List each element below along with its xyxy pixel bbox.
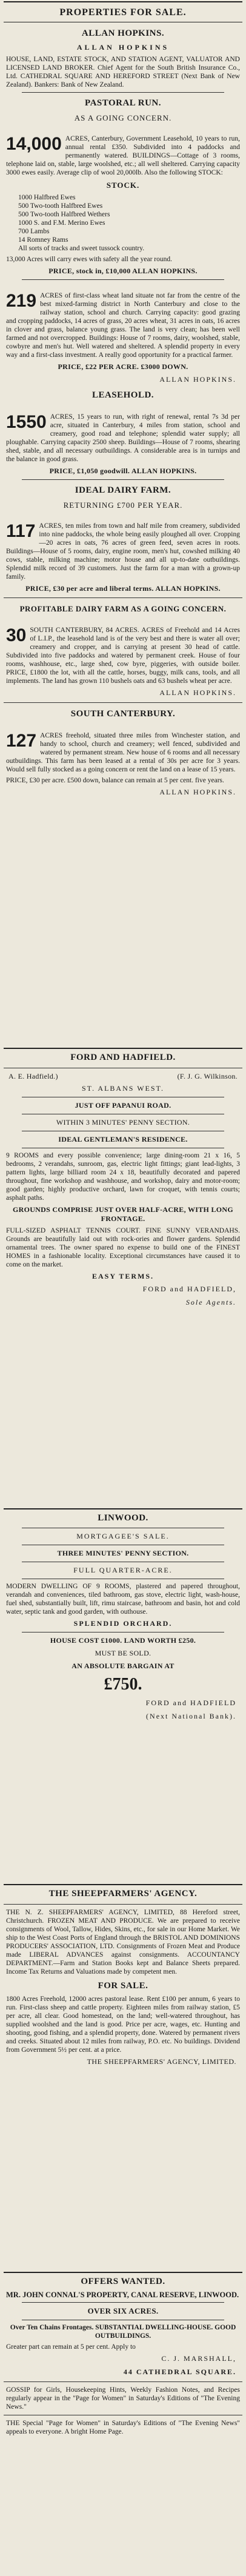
section-heading: ALLAN HOPKINS. (81, 28, 165, 38)
absolute-bargain: AN ABSOLUTE BARGAIN AT (71, 1662, 175, 1670)
grounds-heading: GROUNDS COMPRISE JUST OVER HALF-ACRE, WITH LONG FRONTAGE. (12, 1205, 234, 1223)
pastoral-subheading: AS A GOING CONCERN. (74, 113, 172, 122)
pastoral-text: ACRES, Canterbury, Government Leasehold, 10 years to run, annual rental £350. Subdivided into 4 paddocks and permanently watered. BUILDINGS—Cottage of 3 rooms, telephone laid on, stable, large woolshed, etc.; all well sheltered. Carrying capacity 3000 ewes easily. Average clip of wool 20,000lb. Also the following STOCK: (6, 135, 240, 176)
section-heading: THE SHEEPFARMERS' AGENCY. (48, 1889, 198, 1899)
marshall-signature: C. J. MARSHALL, (161, 2354, 236, 2363)
pastoral-listing (4, 125, 242, 178)
gossip-text: GOSSIP for Girls, Housekeeping Hints, Weekly Fashion Notes, and Recipes regularly appear in the "Page for Women" in Saturday's Editions of "The Evening News." (6, 2386, 240, 2411)
sale-text: 1800 Acres Freehold, 12000 acres pastoral lease. Rent £100 per annum, 6 years to run. First-class sheep and cattle property. Eighteen miles from railway station, £5 per acre, all clear. Good homestead, on the land; well-watered throughout, has supplied woolshed and the land is good. Price per acre, wages, etc. Hunting and shooting, good fishing, and a splendid property, done. Watered by permanent rivers and creeks. Situated about 12 miles from railway, P.O. etc. No buildings. Dividend from Government 5½ per cent. at a price. (6, 1995, 240, 2054)
agent-intro: HOUSE, LAND, ESTATE STOCK, AND STATION AGENT, VALUATOR AND LICENSED LAND BROKER. Chief Agent for the South British Insurance Co., Ltd. CATHEDRAL SQUARE AND HEREFORD STREET (Next Bank of New Zealand). Bankers: Bank of New Zealand. (6, 56, 240, 88)
section-heading: OFFERS WANTED. (81, 2277, 165, 2286)
agency-text: THE N. Z. SHEEPFARMERS' AGENCY, LIMITED, 88 Hereford street, Christchurch. FROZEN MEAT AND PRODUCE. We are prepared to receive consignments of Wool, Tallow, Hides, Skins, etc., for sale in our Home Market. We ship to the West Coast Ports of England through the BRISTOL AND DOMINIONS PRODUCERS' ASSOCIATION, LTD. Consignments of Frozen Meat and Produce made LIBERAL ADVANCES against consignments. ACCOUNTANCY DEPARTMENT.—Farm and Station Books kept and Balance Sheets prepared. Income Tax Returns and Valuations made by competent men. (6, 1909, 240, 1975)
partners-line (4, 1071, 242, 1082)
divider (4, 702, 242, 703)
leasehold-price: PRICE, £1,050 goodwill. ALLAN HOPKINS. (49, 467, 197, 475)
partner-right: (F. J. G. Wilkinson. (177, 1072, 238, 1080)
dairy-subheading: RETURNING £700 PER YEAR. (63, 501, 183, 510)
address-line: ST. ALBANS WEST. (81, 1084, 164, 1093)
frontages-line: Over Ten Chains Frontages. SUBSTANTIAL DWELLING-HOUSE. GOOD OUTBUILDINGS. (10, 2324, 236, 2340)
mortgagee-line: MORTGAGEE'S SALE. (76, 1532, 170, 1540)
leasehold-heading: LEASEHOLD. (91, 390, 155, 400)
sheepfarmers-section (4, 1885, 242, 2273)
divider (4, 2381, 242, 2382)
stock-heading: STOCK. (106, 181, 140, 190)
leasehold-text: ACRES, 15 years to run, with right of renewal, rental 7s 3d per acre, situated in Canterbury, 4 miles from station, school and creamery, good road and telephone; splendid water supply; all ploughable. Carrying capacity 2500 sheep. Buildings—House of 7 rooms, shearing shed, stable, and all necessary outbuildings. A considerable area is in turnips and the balance in good grass. (6, 413, 240, 463)
special-page-text: THE Special "Page for Women" in Saturday's Editions of "The Evening News" appeals to everyone. A bright Home Page. (6, 2420, 240, 2435)
south-canterbury-text: ACRES freehold, situated three miles from Winchester station, and handy to school, church and creamery; well fenced, subdivided and watered by permanent stream. New house of 6 rooms and all necessary outbuildings. This farm has been leased at a rental of 30s per acre for 3 years. Would sell fully stocked as a going concern or rent the land on a lease of 15 years. (6, 732, 240, 773)
going-concern-signature: ALLAN HOPKINS. (159, 688, 236, 697)
acreage-figure: 117 (6, 521, 36, 541)
ford-signature: FORD and HADFIELD, (142, 1285, 236, 1293)
divider (4, 1904, 242, 1905)
dairy-heading: IDEAL DAIRY FARM. (75, 485, 171, 495)
going-concern-text: SOUTH CANTERBURY, 84 ACRES. ACRES of Freehold and 14 Acres of L.I.P., the leasehold land is of the very best and there is water all over; creamery and cropper, and is carrying at present 30 head of cattle. Subdivided into five paddocks and watered by permanent creek. House of four rooms, washhouse, etc., large shed, cow byre, piggeries, with outside boiler. PRICE, £1800 the lot, with all the cattle, horses, buggy, milk cans, tools, and all implements. The land has grown 110 bushels oats and 63 bushels wheat per acre. (6, 627, 240, 685)
stock-price: PRICE, stock in, £10,000 ALLAN HOPKINS. (48, 267, 198, 275)
six-acres-line: OVER SIX ACRES. (87, 2306, 159, 2315)
section-heading: LINWOOD. (98, 1513, 148, 1523)
leasehold-listing (4, 403, 242, 465)
easy-terms: EASY TERMS. (91, 1272, 155, 1280)
apply-line: Greater part can remain at 5 per cent. Apply to (6, 2343, 136, 2351)
divider (22, 479, 224, 480)
marshall-address: 44 CATHEDRAL SQUARE. (123, 2368, 236, 2376)
partner-left: A. E. Hadfield.) (8, 1072, 58, 1080)
page-title: PROPERTIES FOR SALE. (4, 1, 242, 22)
penny-section-line: THREE MINUTES' PENNY SECTION. (57, 1549, 189, 1557)
dairy-listing (4, 512, 242, 582)
agent-name: ALLAN HOPKINS (76, 43, 170, 52)
stock-list: 1000 Halfbred Ewes 500 Two-tooth Halfbred Ewes 500 Two-tooth Halfbred Wethers 1000 S. and F.M. Merino Ewes 700 Lambs 14 Romney Rams All sorts of tracks and sweet tussock country. (18, 194, 145, 252)
within-line: WITHIN 3 MINUTES' PENNY SECTION. (56, 1118, 190, 1127)
ideal-line: IDEAL GENTLEMAN'S RESIDENCE. (58, 1135, 188, 1143)
freehold-signature: ALLAN HOPKINS. (159, 375, 236, 384)
going-concern-listing (4, 616, 242, 687)
freehold-text: ACRES of first-class wheat land situate not far from the centre of the best mixed-farming district in North Canterbury and close to the railway station, school and church. Carrying capacity: good grazing and cropping paddocks, 14 acres of grass, 20 acres wheat, 31 acres in oats, 16 acres in clover and grass, balance young grass. The land is very clean; has been well farmed and not overcropped. Buildings: House of 7 rooms, dairy, woolshed, stable, cowbyre and men's hut. Well watered and sheltered. A splendid property in every way and a first-class investment. A really good opportunity for a practical farmer. (6, 292, 240, 359)
agency-signature: THE SHEEPFARMERS' AGENCY, LIMITED. (87, 2057, 236, 2066)
divider (22, 2302, 224, 2303)
must-be-sold: MUST BE SOLD. (95, 1649, 151, 1657)
south-canterbury-heading: SOUTH CANTERBURY. (70, 709, 176, 719)
offers-section (4, 2273, 242, 2564)
allan-hopkins-section (4, 25, 242, 1049)
freehold-price: PRICE, £22 PER ACRE. £3000 DOWN. (58, 362, 188, 371)
acreage-figure: 1550 (6, 412, 47, 432)
going-concern-heading: PROFITABLE DAIRY FARM AS A GOING CONCERN. (19, 604, 227, 613)
residence-text: 9 ROOMS and every possible convenience; large dining-room 21 x 16, 5 bedrooms, 2 verandahs, sunroom, gas, electric light fittings; giant lead-lights, 3 pattern lights, large billiard room 24 x 18, beautifully decorated and papered throughout, fine workshop and washhouse, and workshop, dairy and motor-room; good garden; highly productive orchard, lawn for croquet, with tennis courts; asphalt paths. (6, 1152, 240, 1202)
quarter-acre-line: FULL QUARTER-ACRE. (73, 1566, 173, 1574)
section-heading: FORD AND HADFIELD. (70, 1053, 176, 1062)
divider (22, 279, 224, 280)
linwood-address: (Next National Bank). (146, 1712, 236, 1720)
orchard-line: SPLENDID ORCHARD. (73, 1619, 173, 1628)
divider (4, 597, 242, 598)
for-sale-heading: FOR SALE. (98, 1981, 148, 1991)
ford-role: Sole Agents. (185, 1298, 236, 1306)
acreage-figure: 219 (6, 291, 37, 311)
dwelling-text: MODERN DWELLING OF 9 ROOMS, plastered and papered throughout, verandah and conveniences, tiled bathroom, gas stove, electric light, wash-house, fuel shed, substantially built, lift, rimu staircase, bathroom and basin, hot and cold water, septic tank and good garden, with outhouse. (6, 1583, 240, 1616)
acreage-figure: 14,000 (6, 134, 62, 154)
acreage-figure: 30 (6, 625, 27, 645)
acreage-figure: 127 (6, 731, 37, 751)
south-canterbury-listing (4, 722, 242, 775)
connal-line: MR. JOHN CONNAL'S PROPERTY, CANAL RESERVE, LINWOOD. (6, 2291, 239, 2299)
freehold-listing (4, 282, 242, 361)
pastoral-heading: PASTORAL RUN. (85, 98, 161, 108)
stock-note: 13,000 Acres will carry ewes with safety all the year round. (6, 256, 172, 263)
price: £750. (104, 1675, 142, 1694)
linwood-signature: FORD and HADFIELD (145, 1699, 236, 1707)
divider (22, 92, 224, 93)
grounds-text: FULL-SIZED ASPHALT TENNIS COURT. FINE SUNNY VERANDAHS. Grounds are beautifully laid out with rock-ories and flower gardens. Splendid ornamental trees. The owner spared no expense to build one of the FINEST HOMES in a fashionable locality. Exceptional circumstances have caused it to come on the market. (6, 1227, 240, 1268)
linwood-section (4, 1509, 242, 1885)
dairy-text: ACRES, ten miles from town and half mile from creamery, subdivided into nine paddocks, the whole being easily ploughed all over. Cropping—20 acres in oats, 76 acres of green feed, seven acres in roots. Buildings—House of 5 rooms, dairy, engine room, men's hut, cowshed milking 40 cows, stable, milking machine; motor house and all up-to-date outbuildings. Splendid milk record of 39 customers. Just the farm for a man with a grown-up family. (6, 522, 240, 581)
ford-hadfield-section (4, 1049, 242, 1509)
south-canterbury-signature: ALLAN HOPKINS. (159, 788, 236, 796)
dairy-price: PRICE, £30 per acre and liberal terms. ALLAN HOPKINS. (25, 584, 221, 593)
cost-line: HOUSE COST £1000. LAND WORTH £250. (50, 1636, 196, 1645)
south-canterbury-price: PRICE, £30 per acre. £500 down, balance can remain at 5 per cent. five years. (6, 777, 224, 784)
location-line: JUST OFF PAPANUI ROAD. (75, 1101, 171, 1110)
